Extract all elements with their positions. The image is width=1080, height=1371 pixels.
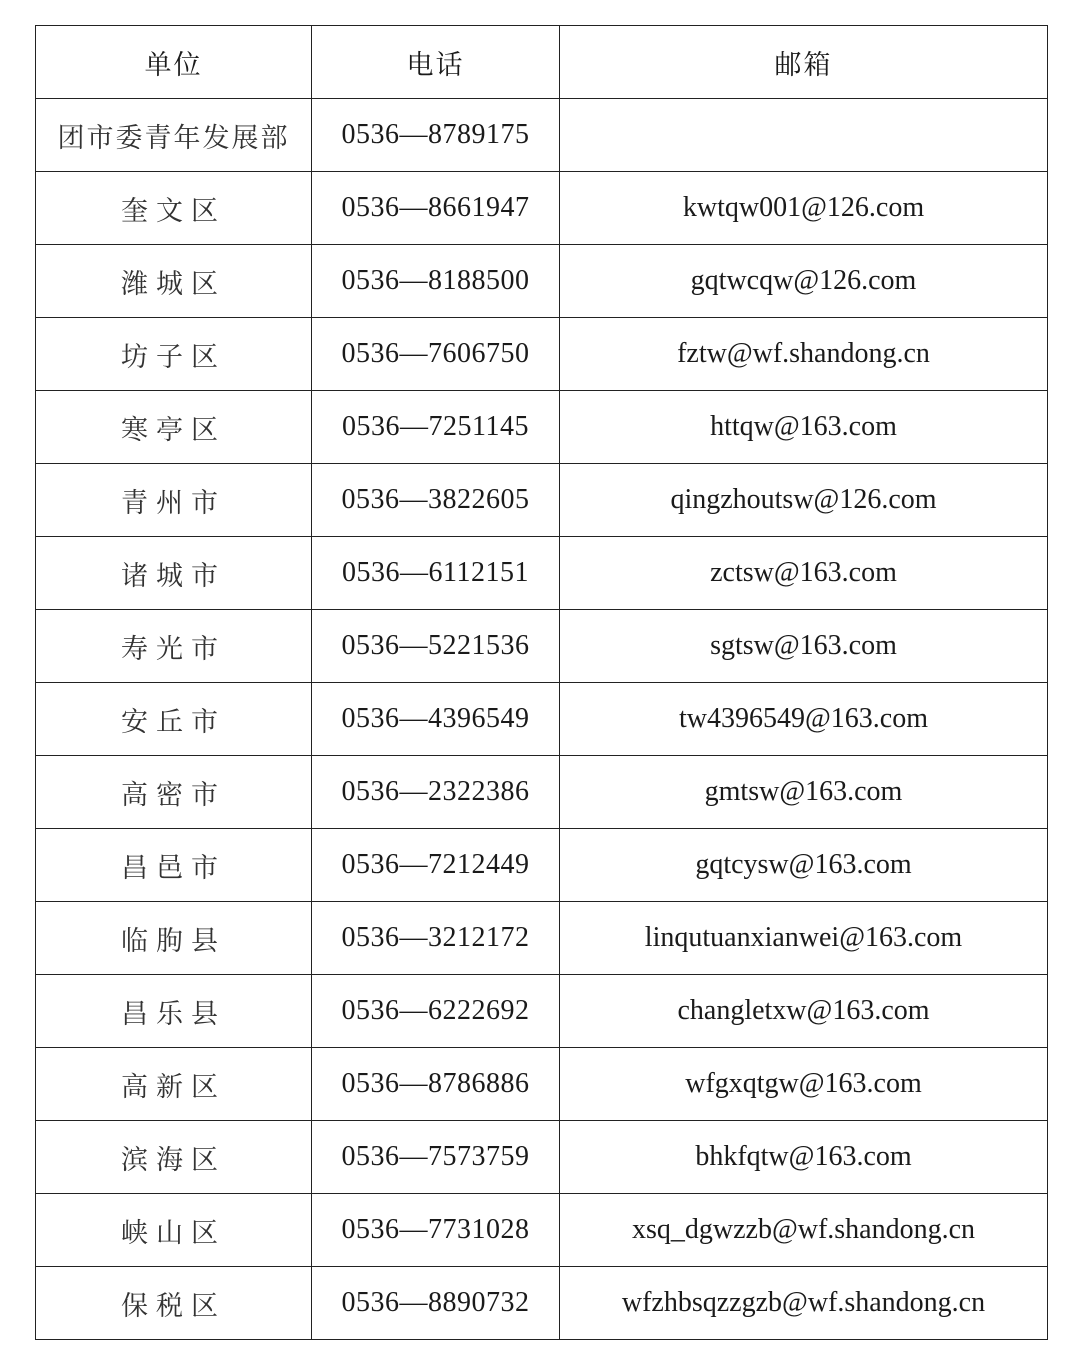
table-row <box>36 1048 1048 1121</box>
phone-cell: 0536—8890732 <box>312 1267 560 1340</box>
unit-cell: 寒亭区 <box>36 391 312 464</box>
table-row <box>36 829 1048 902</box>
email-cell: bhkfqtw@163.com <box>560 1121 1048 1194</box>
phone-cell: 0536—8661947 <box>312 172 560 245</box>
phone-cell: 0536—7212449 <box>312 829 560 902</box>
phone-cell: 0536—7606750 <box>312 318 560 391</box>
table-row <box>36 902 1048 975</box>
table-row <box>36 464 1048 537</box>
unit-cell: 安丘市 <box>36 683 312 756</box>
header-unit: 单位 <box>36 26 312 99</box>
phone-cell: 0536—6112151 <box>312 537 560 610</box>
table-row <box>36 975 1048 1048</box>
table-row <box>36 1194 1048 1267</box>
email-cell: wfgxqtgw@163.com <box>560 1048 1048 1121</box>
phone-cell: 0536—6222692 <box>312 975 560 1048</box>
email-cell: wfzhbsqzzgzb@wf.shandong.cn <box>560 1267 1048 1340</box>
unit-cell: 坊子区 <box>36 318 312 391</box>
unit-cell: 青州市 <box>36 464 312 537</box>
email-cell: gqtwcqw@126.com <box>560 245 1048 318</box>
unit-cell: 临朐县 <box>36 902 312 975</box>
email-cell: changletxw@163.com <box>560 975 1048 1048</box>
email-cell: gqtcysw@163.com <box>560 829 1048 902</box>
table-body <box>36 99 1048 1340</box>
table-row <box>36 318 1048 391</box>
email-cell: qingzhoutsw@126.com <box>560 464 1048 537</box>
email-cell: httqw@163.com <box>560 391 1048 464</box>
unit-cell: 峡山区 <box>36 1194 312 1267</box>
phone-cell: 0536—8789175 <box>312 99 560 172</box>
phone-cell: 0536—7731028 <box>312 1194 560 1267</box>
phone-cell: 0536—7251145 <box>312 391 560 464</box>
email-cell: kwtqw001@126.com <box>560 172 1048 245</box>
email-cell: tw4396549@163.com <box>560 683 1048 756</box>
email-cell: xsq_dgwzzb@wf.shandong.cn <box>560 1194 1048 1267</box>
phone-cell: 0536—5221536 <box>312 610 560 683</box>
table-row <box>36 1121 1048 1194</box>
email-cell <box>560 99 1048 172</box>
unit-cell: 滨海区 <box>36 1121 312 1194</box>
unit-cell: 昌邑市 <box>36 829 312 902</box>
table-row <box>36 610 1048 683</box>
table-row <box>36 683 1048 756</box>
table-header <box>36 26 1048 99</box>
table-row <box>36 99 1048 172</box>
phone-cell: 0536—8188500 <box>312 245 560 318</box>
table-row <box>36 172 1048 245</box>
unit-cell: 团市委青年发展部 <box>36 99 312 172</box>
phone-cell: 0536—3822605 <box>312 464 560 537</box>
table-row <box>36 391 1048 464</box>
unit-cell: 奎文区 <box>36 172 312 245</box>
header-row <box>36 26 1048 99</box>
email-cell: sgtsw@163.com <box>560 610 1048 683</box>
email-cell: linqutuanxianwei@163.com <box>560 902 1048 975</box>
unit-cell: 潍城区 <box>36 245 312 318</box>
phone-cell: 0536—4396549 <box>312 683 560 756</box>
phone-cell: 0536—3212172 <box>312 902 560 975</box>
header-email: 邮箱 <box>560 26 1048 99</box>
email-cell: zctsw@163.com <box>560 537 1048 610</box>
table-row <box>36 245 1048 318</box>
table-row <box>36 537 1048 610</box>
phone-cell: 0536—2322386 <box>312 756 560 829</box>
unit-cell: 高密市 <box>36 756 312 829</box>
phone-cell: 0536—7573759 <box>312 1121 560 1194</box>
email-cell: gmtsw@163.com <box>560 756 1048 829</box>
header-phone: 电话 <box>312 26 560 99</box>
phone-cell: 0536—8786886 <box>312 1048 560 1121</box>
unit-cell: 高新区 <box>36 1048 312 1121</box>
unit-cell: 寿光市 <box>36 610 312 683</box>
table-row <box>36 756 1048 829</box>
unit-cell: 保税区 <box>36 1267 312 1340</box>
contact-table <box>35 25 1048 1340</box>
email-cell: fztw@wf.shandong.cn <box>560 318 1048 391</box>
unit-cell: 诸城市 <box>36 537 312 610</box>
table-row <box>36 1267 1048 1340</box>
unit-cell: 昌乐县 <box>36 975 312 1048</box>
